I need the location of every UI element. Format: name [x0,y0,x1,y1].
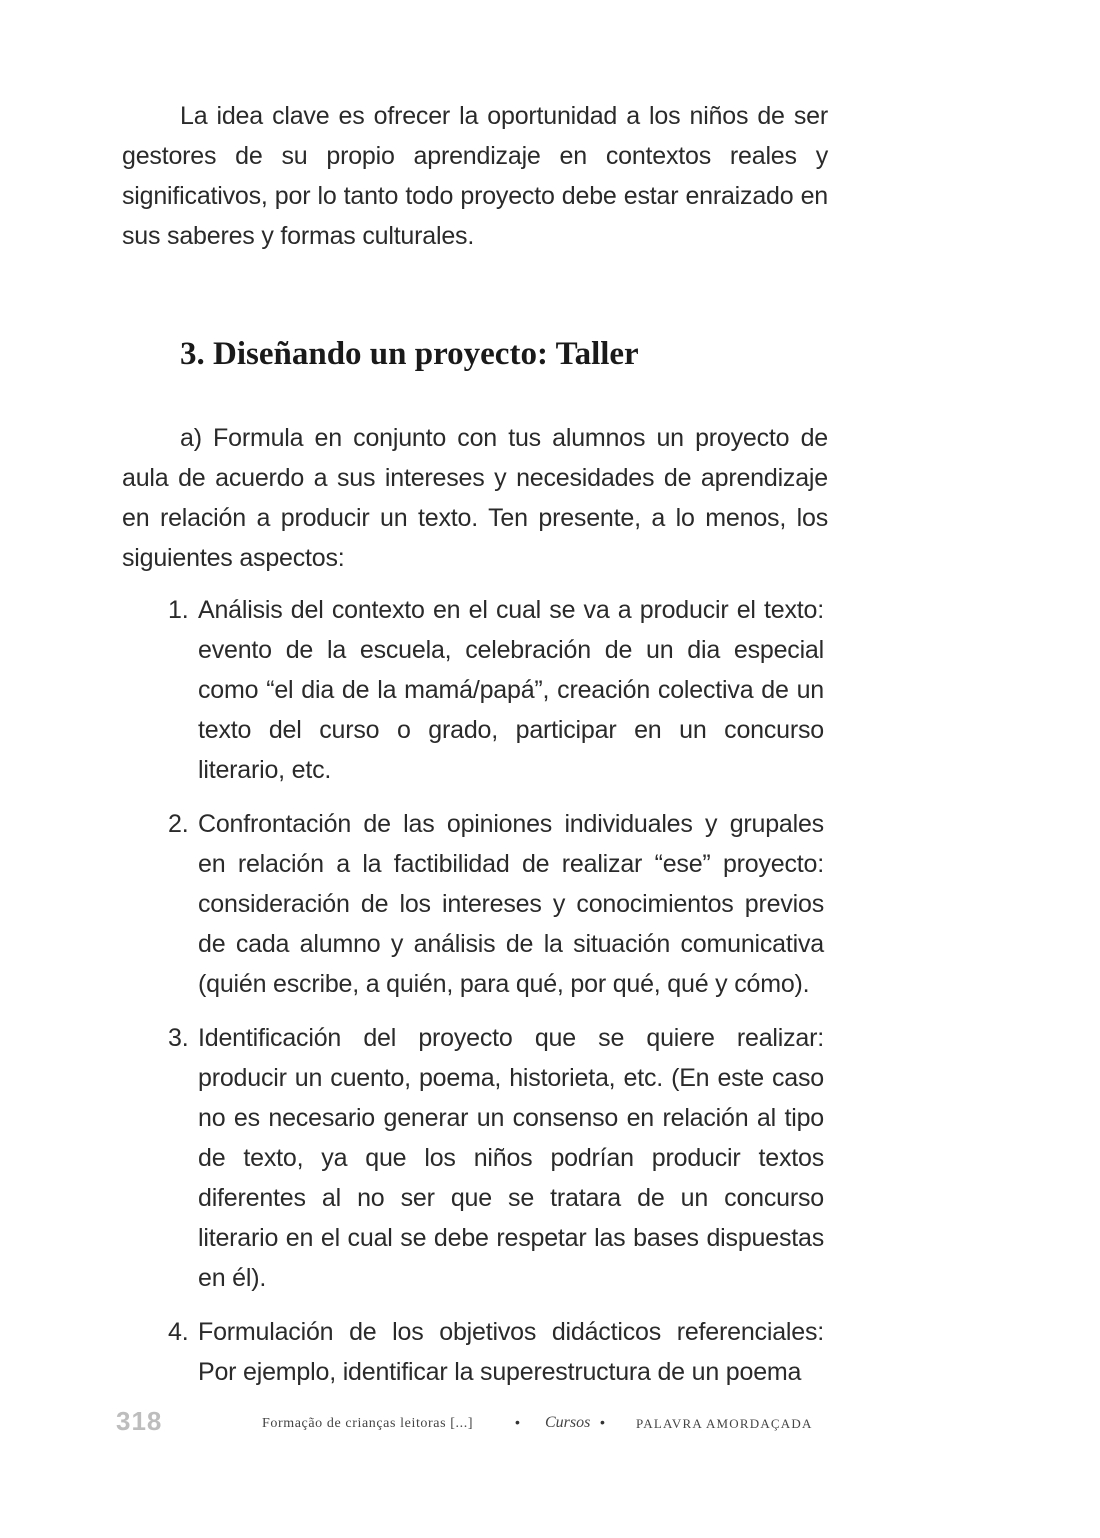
intro-paragraph: La idea clave es ofrecer la oportunidad a los niños de ser gestores de su propio aprendizaje en contextos reales y significativos, por lo tanto todo proyecto debe estar enraizado en sus saberes y formas culturales. [122,102,828,250]
list-item-text: Análisis del contexto en el cual se va a producir el texto: evento de la escuela, celebración de un dia especial como “el dia de la mamá/papá”, creación colectiva de un texto del curso o grado, participar en un concurso literario, etc. [198,596,824,784]
list-item-number: 4. [168,1318,189,1346]
list-item-number: 1. [168,596,189,624]
footer-bullet-icon: • [600,1414,605,1430]
aspects-list [168,590,824,1406]
page-footer [0,1406,1100,1442]
list-item [168,590,824,790]
page-number: 318 [116,1406,163,1436]
footer-bullet-icon: • [515,1414,520,1430]
list-item [168,1312,824,1392]
list-item-number: 3. [168,1024,189,1052]
task-paragraph: a) Formula en conjunto con tus alumnos un proyecto de aula de acuerdo a sus intereses y necesidades de aprendizaje en relación a producir un texto. Ten presente, a lo menos, los siguientes aspectos: [122,424,828,572]
list-item [168,804,824,1004]
list-item-text: Identificación del proyecto que se quiere realizar: producir un cuento, poema, historieta, etc. (En este caso no es necesario generar un consenso en relación al tipo de texto, ya que los niños podrían producir textos diferentes al no ser que se tratara de un concurso literario en el cual se debe respetar las bases dispuestas en él). [198,1024,824,1292]
footer-section: Cursos [545,1414,591,1431]
list-item-text: Formulación de los objetivos didácticos referenciales: Por ejemplo, identificar la superestructura de un poema [198,1318,824,1386]
section-heading: 3. Diseñando un proyecto: Taller [180,336,639,372]
footer-series: PALAVRA AMORDAÇADA [636,1416,813,1431]
list-item [168,1018,824,1298]
footer-book-title: Formação de crianças leitoras [...] [262,1416,474,1431]
list-item-text: Confrontación de las opiniones individuales y grupales en relación a la factibilidad de realizar “ese” proyecto: consideración de los intereses y conocimientos previos de cada alumno y análisis de la situación comunicativa (quién escribe, a quién, para qué, por qué, qué y cómo). [198,810,824,998]
list-item-number: 2. [168,810,189,838]
